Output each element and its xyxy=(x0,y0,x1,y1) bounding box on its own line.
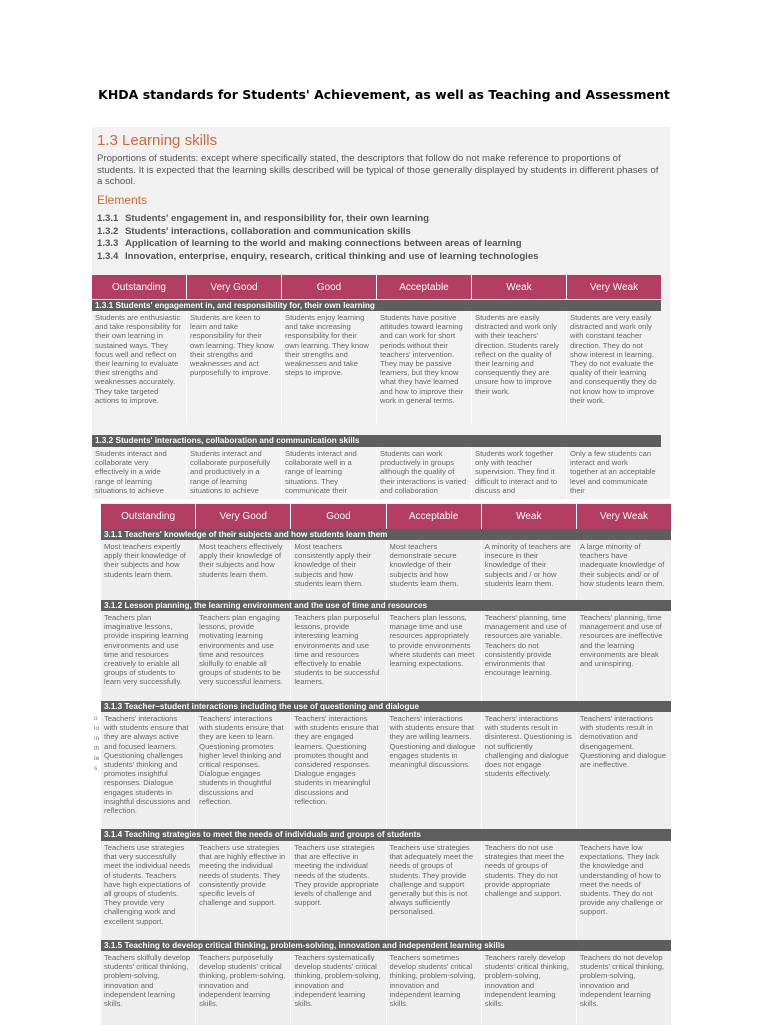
section-bar-1-3-1: 1.3.1 Students' engagement in, and responsibility for, their own learning xyxy=(92,300,661,311)
element-text: Students' interactions, collaboration and communication skills xyxy=(125,225,411,237)
section-cells-3-1-3 xyxy=(101,712,671,828)
descriptor-cell: Teachers have low expectations. They lack the knowledge and understanding of how to meet the needs of students. They do not provide any challenge or support. xyxy=(579,843,663,917)
descriptor-cell: Most teachers demonstrate secure knowledge of their subjects and how students learn them. xyxy=(387,540,482,599)
grade-header-row-2 xyxy=(101,504,671,529)
element-number: 1.3.1 xyxy=(97,213,119,224)
grade-header-row-1 xyxy=(92,275,661,299)
element-row xyxy=(97,213,662,226)
descriptor-cell: Students are easily distracted and work only with their teachers' direction. Students rarely reflect on the quality of their learning and consequently they are unsure how to improve their work. xyxy=(472,311,567,423)
element-number: 1.3.3 xyxy=(97,238,119,250)
section-cells-1-3-1 xyxy=(92,311,661,423)
descriptor-cell: Teachers' interactions with students result in disinterest. Questioning is not sufficiently challenging and dialogue does not engage students effectively. xyxy=(482,712,577,828)
section-cells-3-1-1 xyxy=(101,540,671,599)
grade-good: Good xyxy=(291,504,386,529)
descriptor-cell: Teachers use strategies that very successfully meet the individual needs of students. Teachers have high expectations of all groups of students. They provide very challenging work and excellent support. xyxy=(101,841,196,939)
descriptor-cell: Teachers plan purposeful lessons, provide interesting learning environments and use time and resources effectively to enable students to be successful learners. xyxy=(291,611,386,701)
grade-very-weak: Very Weak xyxy=(599,511,649,522)
element-text: Students' engagement in, and responsibility for, their own learning xyxy=(125,213,429,224)
element-row xyxy=(97,238,662,251)
descriptor-cell: Only a few students can interact and work together at an acceptable level and communicate their xyxy=(570,449,656,495)
descriptor-cell: Teachers use strategies that adequately meet the needs of groups of students. They provide challenge and support generally but this is not always sufficiently personalised. xyxy=(387,841,482,939)
element-row xyxy=(97,226,662,239)
descriptor-cell: Teachers plan lessons, manage time and use resources appropriately to provide environments where students can meet learning expectations. xyxy=(387,611,482,701)
section-bar-3-1-3: 3.1.3 Teacher–student interactions including the use of questioning and dialogue xyxy=(101,701,671,712)
grade-very-good: Very Good xyxy=(196,504,291,529)
side-fragment: s xyxy=(94,765,98,772)
element-number: 1.3.4 xyxy=(97,250,119,262)
descriptor-cell: Most teachers expertly apply their knowledge of their subjects and how students learn them. xyxy=(101,540,196,599)
descriptor-cell: Teachers' interactions with students ensure that they are willing learners. Questioning and dialogue engages students in meaningful discussions. xyxy=(387,712,482,828)
grade-acceptable: Acceptable xyxy=(387,504,482,529)
descriptor-cell: Students work together only with teacher supervision. They find it difficult to interact and to discuss and xyxy=(472,447,567,498)
descriptor-cell: A minority of teachers are insecure in their knowledge of their subjects and / or how students learn them. xyxy=(482,540,577,599)
page-title: KHDA standards for Students' Achievement, as well as Teaching and Assessment xyxy=(98,87,670,102)
descriptor-cell: Students interact and collaborate purposefully and productively in a range of learning situations to achieve xyxy=(187,447,282,498)
section-bar-3-1-2: 3.1.2 Lesson planning, the learning environment and the use of time and resources xyxy=(101,600,671,611)
section-bar-3-1-4: 3.1.4 Teaching strategies to meet the needs of individuals and groups of students xyxy=(101,829,671,841)
side-fragment: th xyxy=(94,745,100,752)
element-number: 1.3.2 xyxy=(97,225,119,237)
descriptor-cell: Teachers do not use strategies that meet the needs of groups of students. They do not provide appropriate challenge and support. xyxy=(482,841,577,939)
element-text: Application of learning to the world and making connections between areas of learning xyxy=(125,238,522,250)
descriptor-cell: Teachers sometimes develop students' critical thinking, problem-solving, innovation and independent learning skills. xyxy=(387,951,482,1024)
section-cells-3-1-4 xyxy=(101,841,671,939)
descriptor-cell: Teachers skilfully develop students' critical thinking, problem-solving, innovation and independent learning skills. xyxy=(101,951,196,1024)
descriptor-cell: Teachers plan engaging lessons, provide motivating learning environments and use time and resources skilfully to enable all groups of students to be very successful learners. xyxy=(196,611,291,701)
side-fragment: o xyxy=(94,715,98,722)
descriptor-cell: Students can work productively in groups although the quality of their interactions is varied and collaboration xyxy=(377,447,472,498)
descriptor-cell: Teachers' interactions with students ensure that they are keen to learn. Questioning promotes higher level thinking and critical responses. Dialogue engages students in thoughtful discussions and reflection. xyxy=(196,712,291,828)
learning-skills-heading: 1.3 Learning skills xyxy=(97,132,218,149)
descriptor-cell: Teachers' planning, time management and use of resources are ineffective and the learning environments are bleak and uninspiring. xyxy=(579,613,663,669)
side-fragment: lo xyxy=(94,725,100,732)
grade-weak: Weak xyxy=(472,275,567,299)
descriptor-cell: Teachers' interactions with students ensure that they are always active and focused learners. Questioning challenges students' thinking and promotes insightful responses. Dialogue engages students in insightful discussions and reflection. xyxy=(101,712,196,828)
descriptor-cell: Most teachers effectively apply their knowledge of their subjects and how students learn them. xyxy=(196,540,291,599)
descriptor-cell: Teachers purposefully develop students' critical thinking, problem-solving, innovation and independent learning skills. xyxy=(196,951,291,1024)
grade-weak: Weak xyxy=(482,504,577,529)
section-bar-3-1-5: 3.1.5 Teaching to develop critical thinking, problem-solving, innovation and independent learning skills xyxy=(101,940,671,951)
descriptor-cell: Students are enthusiastic and take responsibility for their own learning in sustained ways. They focus well and reflect on their learning to evaluate their strengths and weaknesses accurately. They take targeted actions to improve. xyxy=(92,311,187,423)
descriptor-cell: Students interact and collaborate well in a range of learning situations. They communicate their xyxy=(282,447,377,498)
descriptor-cell: Teachers' interactions with students ensure that they are engaged learners. Questioning promotes thought and considered responses. Dialogue engages students in meaningful discussions and reflection. xyxy=(291,712,386,828)
descriptor-cell: Students enjoy learning and take increasing responsibility for their own learning. They know their strengths and weaknesses and take steps to improve. xyxy=(282,311,377,423)
grade-acceptable: Acceptable xyxy=(377,275,472,299)
side-fragment: te xyxy=(94,755,100,762)
element-row xyxy=(97,251,662,264)
descriptor-cell: Teachers do not develop students' critical thinking, problem-solving, innovation and independent learning skills. xyxy=(579,953,665,1009)
elements-heading: Elements xyxy=(97,193,148,207)
grade-very-good: Very Good xyxy=(187,275,282,299)
descriptor-cell: Teachers' planning, time management and use of resources are variable. Teachers do not consistently provide environments that encourage learning. xyxy=(482,611,577,701)
descriptor-cell: Students are keen to learn and take responsibility for their own learning. They know their strengths and weaknesses and act purposefully to improve. xyxy=(187,311,282,423)
section-bar-3-1-1: 3.1.1 Teachers' knowledge of their subjects and how students learn them xyxy=(101,529,671,540)
descriptor-cell: Most teachers consistently apply their knowledge of their subjects and how students learn them. xyxy=(291,540,386,599)
grade-outstanding: Outstanding xyxy=(101,504,196,529)
section-bar-1-3-2: 1.3.2 Students' interactions, collaboration and communication skills xyxy=(92,435,661,447)
descriptor-cell: Teachers systematically develop students' critical thinking, problem-solving, innovation and independent learning skills. xyxy=(291,951,386,1024)
grade-outstanding: Outstanding xyxy=(92,275,187,299)
descriptor-cell: Teachers plan imaginative lessons, provide inspiring learning environments and use time and resources creatively to enable all groups of students to learn very successfully. xyxy=(101,611,196,701)
descriptor-cell: Students interact and collaborate very effectively in a wide range of learning situations to achieve xyxy=(92,447,187,498)
section-cells-1-3-2 xyxy=(92,447,661,498)
side-fragment: in xyxy=(94,735,100,742)
grade-good: Good xyxy=(282,275,377,299)
descriptor-cell: Teachers' interactions with students result in demotivation and disengagement. Questioning and dialogue are ineffective. xyxy=(579,714,666,770)
section-cells-3-1-2 xyxy=(101,611,671,701)
descriptor-cell: Students have positive attitudes toward learning and can work for short periods without their teachers' intervention. They may be passive learners, but they know what they have learned and how to improve their work in general terms. xyxy=(377,311,472,423)
descriptor-cell: Teachers use strategies that are effective in meeting the individual needs of the students. They provide appropriate levels of challenge and support. xyxy=(291,841,386,939)
grade-very-weak: Very Weak xyxy=(589,281,639,293)
elements-list xyxy=(97,213,662,263)
element-text: Innovation, enterprise, enquiry, research, critical thinking and use of learning technologies xyxy=(125,250,539,262)
descriptor-cell: Teachers use strategies that are highly effective in meeting the individual needs of students. They consistently provide specific levels of challenge and support. xyxy=(196,841,291,939)
descriptor-cell: A large minority of teachers have inadequate knowledge of their subjects and/ or of how students learn them. xyxy=(579,542,665,588)
section-cells-3-1-5 xyxy=(101,951,671,1024)
descriptor-cell: Teachers rarely develop students' critical thinking, problem-solving, innovation and independent learning skills. xyxy=(482,951,577,1024)
descriptor-cell: Students are very easily distracted and work only with constant teacher direction. They do not show interest in learning. They do not evaluate the quality of their learning and consequently they do not know how to improve their work. xyxy=(570,313,657,405)
learning-skills-intro: Proportions of students: except where specifically stated, the descriptors that follow do not make reference to proportions of students. It is expected that the learning skills described will be typical of those generally displayed by students in different phases of a school. xyxy=(97,153,659,187)
